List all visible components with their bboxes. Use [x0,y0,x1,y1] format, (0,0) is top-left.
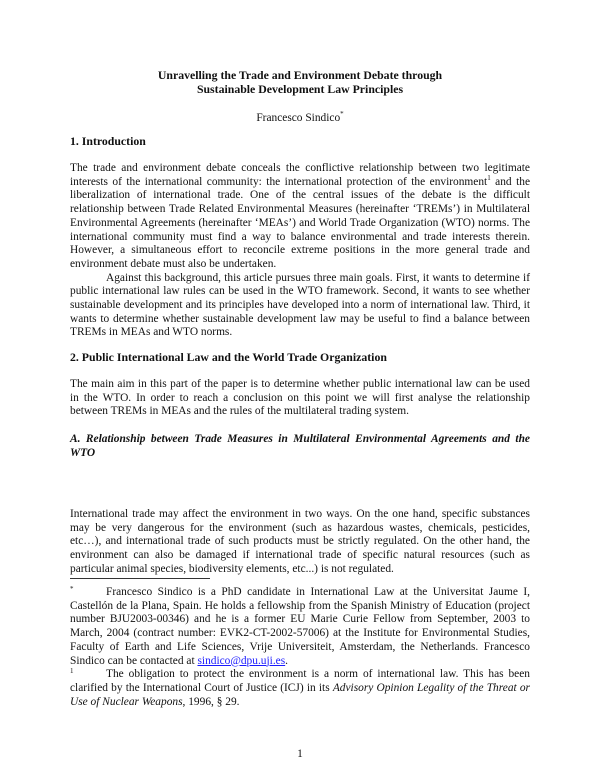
author-name: Francesco Sindico [256,112,341,124]
title-line-1: Unravelling the Trade and Environment Debate through [157,68,443,82]
paragraph-1-text-a: The trade and environment debate conceals the conflictive relationship between two legitimate interests of the international community: the international protection of the environment [70,162,530,188]
section-1-heading: 1. Introduction [70,134,146,148]
section-2-paragraph: The main aim in this part of the paper is to determine whether public international law can be used in the WTO. In order to reach a conclusion on this point we will first analyse the relationship between TREMs in MEAs and the rules of the multilateral trading system. [70,378,530,418]
author [70,112,530,126]
section-1-body [70,162,530,340]
page-number: 1 [297,748,303,760]
subsection-a-paragraph: International trade may affect the environment in two ways. On the one hand, specific substances may be very dangerous for the environment (such as hazardous wastes, chemicals, pesticides, etc…), and international trade of such products must be strictly regulated. On the other hand, the environment can also be damaged if international trade of specific natural resources (such as particular animal species, biodiversity elements, etc...) is not regulated. [70,508,530,575]
paragraph-1-text-b: and the liberalization of international trade. One of the central issues of the debate is the difficult relationship between Trade Related Environmental Measures (hereinafter ‘TREMs’) in Multilateral Environmental Agreements (hereinafter ‘MEAs’) and World Trade Organization (WTO) norms. The international community must find a way to balance environmental and trade interests therein. However, a simultaneous effort to reconcile extreme positions in the more general trade and environment debate must also be undertaken. [70,175,531,270]
footnote-star-text: Francesco Sindico is a PhD candidate in International Law at the Universitat Jaume I, Castellón de la Plana, Spain. He holds a fellowship from the Spanish Ministry of Education (project number BJU2003-00346) and he is a former EU Marie Curie Fellow from September, 2003 to March, 2004 (contract number: EVK2-CT-2002-57006) at the Institute for Environmental Studies, Faculty of Earth and Life Sciences, Vrije Universiteit, Amsterdam, the Netherlands. Francesco Sindico can be contacted at [70,586,530,667]
title-line-2: Sustainable Development Law Principles [196,81,404,96]
footnote-ref-1: 1 [487,173,491,182]
paragraph-1 [70,162,530,272]
footnotes [70,586,530,709]
paper-title [70,69,530,96]
footnote-1 [70,668,530,709]
footnote-1-end: , 1996, § 29. [182,695,240,708]
footnote-1-citation: Advisory Opinion Legality of the Threat or Use of Nuclear Weapons [70,681,530,708]
footnote-star-mark: * [70,585,74,593]
footnote-1-mark: 1 [70,667,74,676]
footnote-star [70,586,530,668]
footnote-divider [70,578,210,579]
email-link[interactable]: sindico@dpu.uji.es [197,654,286,667]
footnote-1-text: The obligation to protect the environment is a norm of international law. This has been clarified by the International Court of Justice (ICJ) in its [70,668,530,694]
author-footnote-mark: * [340,110,344,119]
paragraph-2: Against this background, this article pursues three main goals. First, it wants to determine if public international law rules can be used in the WTO framework. Second, it wants to see whether sustainable development and its principles have developed into a norm of international law. Third, it wants to determine whether sustainable development law may be useful to find a balance between TREMs in MEAs and WTO norms. [70,271,530,339]
subsection-a-heading: A. Relationship between Trade Measures in Multilateral Environmental Agreements and the WTO [70,433,530,459]
footnote-star-end: . [285,654,289,667]
section-2-heading: 2. Public International Law and the World Trade Organization [70,350,387,364]
